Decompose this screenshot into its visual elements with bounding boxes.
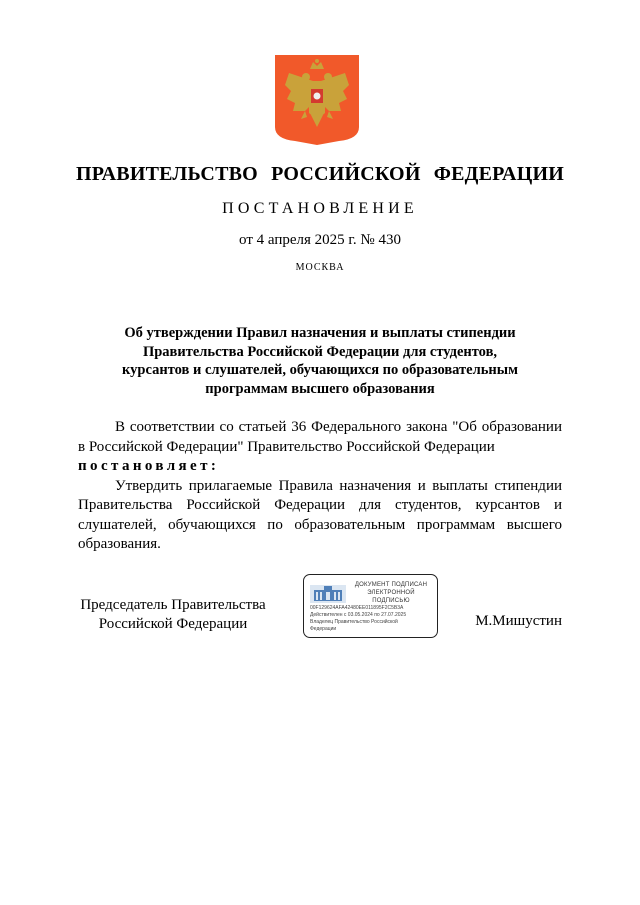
coat-of-arms-icon xyxy=(275,55,359,145)
preamble-paragraph: В соответствии со статьей 36 Федерального закона "Об образовании в Российской Федерации" Правительство Российской Федерации xyxy=(78,419,562,455)
subject-line: курсантов и слушателей, обучающихся по образовательным xyxy=(122,362,518,378)
government-title: ПРАВИТЕЛЬСТВО РОССИЙСКОЙ ФЕДЕРАЦИИ xyxy=(76,163,564,185)
owner-line: Федерации xyxy=(310,626,337,632)
subject-line: программам высшего образования xyxy=(205,380,435,397)
owner-line: Владелец Правительство Российской xyxy=(310,619,398,625)
signer-name: М.Мишустин xyxy=(475,613,562,629)
stamp-heading-line: ДОКУМЕНТ ПОДПИСАН xyxy=(354,582,428,588)
stamp-heading xyxy=(348,581,434,605)
validity-period: Действителен с 03.05.2024 по 27.07.2025 xyxy=(310,612,407,618)
signer-title-line: Российской Федерации xyxy=(98,616,248,632)
signer-title-line: Председатель Правительства xyxy=(80,597,266,613)
approval-paragraph: Утвердить прилагаемые Правила назначения и выплаты стипендии Правительства Российской Федерации для студентов, курсантов и слушателей, обучающихся по образовательным программам высшего образования. xyxy=(78,477,562,552)
city: МОСКВА xyxy=(295,262,345,273)
document-subject xyxy=(90,324,550,398)
subject-line: Об утверждении Правил назначения и выплаты стипендии xyxy=(124,325,516,341)
e-signature-stamp xyxy=(303,574,438,638)
document-type: ПОСТАНОВЛЕНИЕ xyxy=(222,200,418,217)
stamp-heading-line: ЭЛЕКТРОННОЙ ПОДПИСЬЮ xyxy=(367,590,415,604)
document-date-number: от 4 апреля 2025 г. № 430 xyxy=(239,232,401,248)
signer-title xyxy=(78,596,268,634)
government-building-icon xyxy=(310,581,346,603)
subject-line: Правительства Российской Федерации для студентов, xyxy=(142,343,498,360)
certificate-number: 00F129624AFA42480EE011895F2C5B3A xyxy=(310,605,404,611)
decree-word: постановляет: xyxy=(78,458,220,474)
document-body xyxy=(78,418,562,555)
